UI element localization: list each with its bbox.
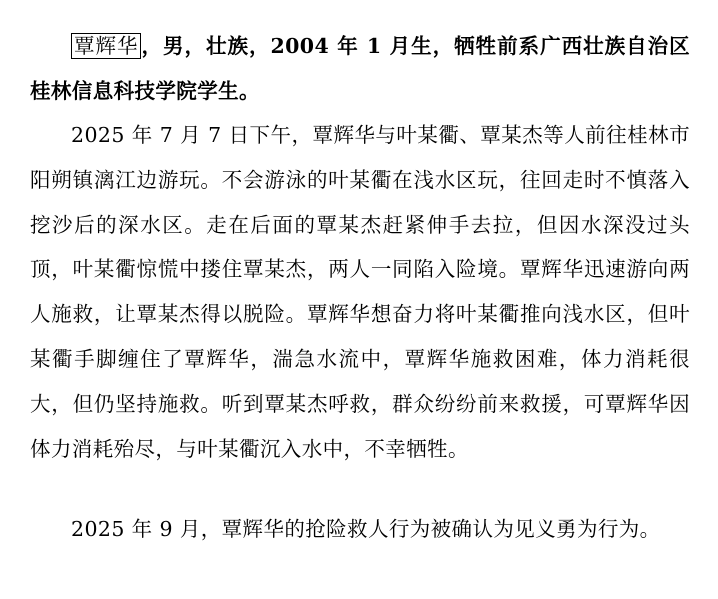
highlighted-name: 覃辉华 [71, 33, 141, 59]
intro-text: ，男，壮族，2004 年 1 月生，牺牲前系广西壮族自治区桂林信息科技学院学生。 [30, 34, 690, 103]
intro-paragraph [30, 24, 690, 114]
story-paragraph: 2025 年 7 月 7 日下午，覃辉华与叶某衢、覃某杰等人前往桂林市阳朔镇漓江边游玩。不会游泳的叶某衢在浅水区玩，往回走时不慎落入挖沙后的深水区。走在后面的覃某杰赶紧伸手去拉，但因水深没过头顶，叶某衢惊慌中搂住覃某杰，两人一同陷入险境。覃辉华迅速游向两人施救，让覃某杰得以脱险。覃辉华想奋力将叶某衢推向浅水区，但叶某衢手脚缠住了覃辉华，湍急水流中，覃辉华施救困难，体力消耗很大，但仍坚持施救。听到覃某杰呼救，群众纷纷前来救援，可覃辉华因体力消耗殆尽，与叶某衢沉入水中，不幸牺牲。 [30, 123, 690, 461]
conclusion-paragraph: 2025 年 9 月，覃辉华的抢险救人行为被确认为见义勇为行为。 [71, 517, 661, 541]
